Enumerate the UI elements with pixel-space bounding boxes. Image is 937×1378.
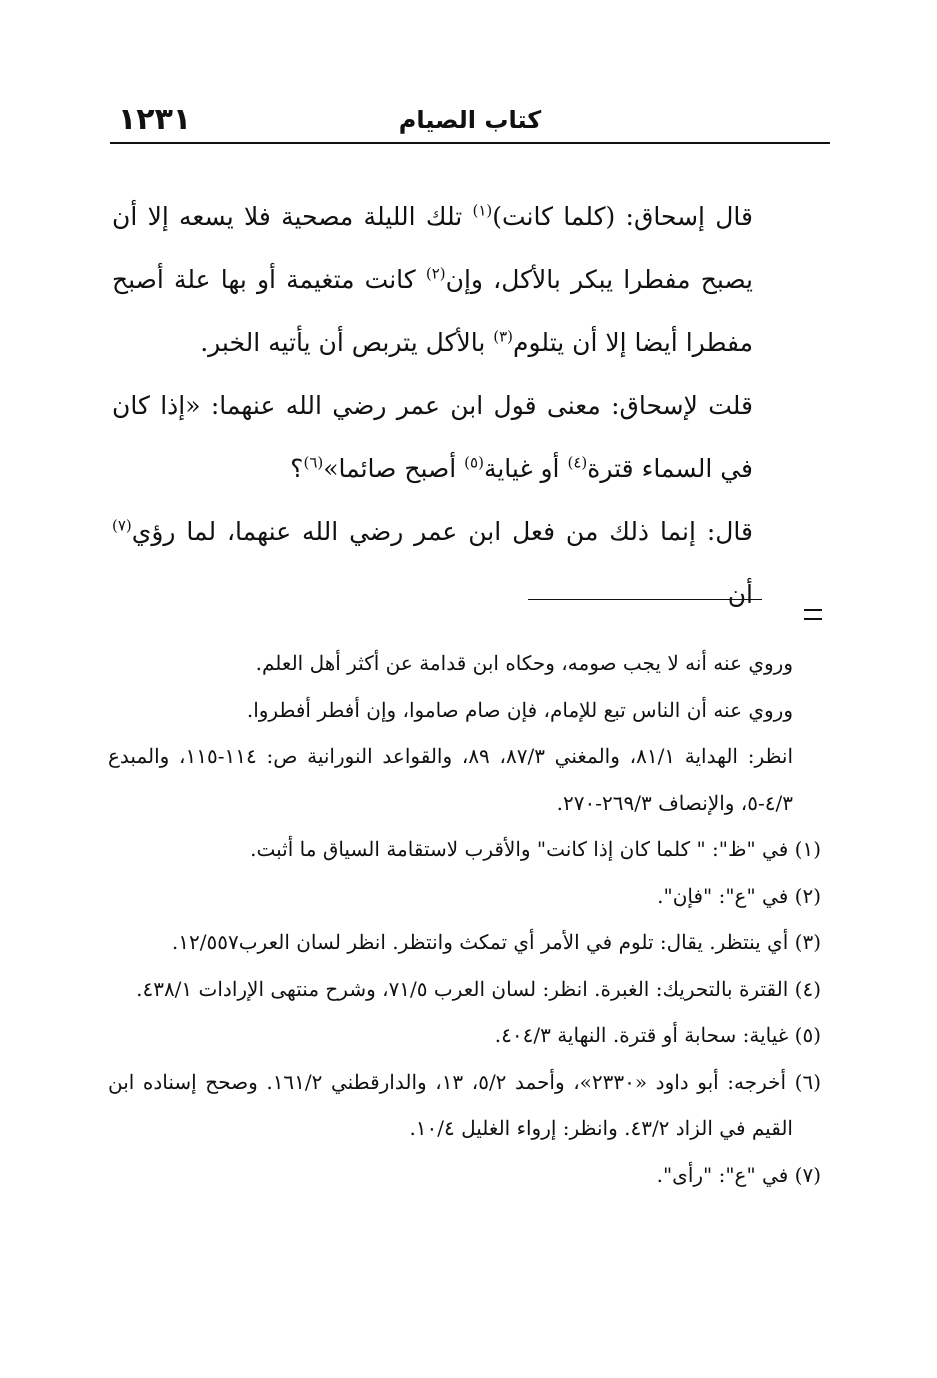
footnote-5: (٥) غياية: سحابة أو قترة. النهاية ٤٠٤/٣. — [494, 1023, 821, 1047]
page-number: ١٢٣١ — [118, 102, 192, 137]
footnote-ref-1: (١) — [472, 201, 493, 220]
text-segment: قلت لإسحاق: معنى قول ابن عمر رضي الله عنهما: «إذا كان في السماء قترة — [112, 391, 753, 483]
text-segment: أو غياية — [483, 454, 568, 483]
paragraph-3 — [112, 500, 753, 626]
footnote-separator — [528, 599, 762, 600]
footnote-2: (٢) في "ع": "فإن". — [657, 883, 821, 908]
footnote-ref-2: (٢) — [425, 264, 446, 283]
text-segment: قال إسحاق: (كلما كانت) — [492, 202, 753, 231]
paragraph-1 — [112, 185, 753, 374]
text-segment: ؟ — [290, 454, 304, 483]
footnote-continuation-mark — [804, 609, 822, 620]
footnote-ref-6: (٦) — [303, 453, 324, 472]
text-segment: تلك الليلة مصحية فلا يسعه إلا أن يصبح مفطرا يبكر بالأكل، وإن — [112, 202, 754, 294]
footnote-3: (٣) أي ينتظر. يقال: تلوم في الأمر أي تمكث وانتظر. انظر لسان العرب١٢/٥٥٧. — [171, 930, 821, 954]
running-title: كتاب الصيام — [398, 106, 542, 134]
footnote-4: (٤) القترة بالتحريك: الغبرة. انظر: لسان العرب ٧١/٥، وشرح منتهى الإرادات ٤٣٨/١. — [136, 976, 821, 1001]
text-segment: أن — [727, 580, 753, 609]
footnote-ref-3: (٣) — [493, 327, 514, 346]
text-segment: بالأكل يتربص أن يأتيه الخبر. — [200, 328, 494, 357]
footnote-continuation-line: انظر: الهداية ٨١/١، والمغني ٨٧/٣، ٨٩، والقواعد النورانية ص: ١١٤-١١٥، والمبدع ٤/٣-٥، والإنصاف ٢٦٩/٣-٢٧٠. — [108, 744, 794, 815]
header-rule — [110, 142, 830, 144]
footnote-6: (٦) أخرجه: أبو داود «٢٣٣٠»، وأحمد ٥/٢، ١٣، والدارقطني ١٦١/٢. وصحح إسناده ابن القيم في الزاد ٤٣/٢. وانظر: إرواء الغليل ١٠/٤. — [108, 1069, 821, 1140]
text-segment: أصبح صائما» — [323, 454, 465, 483]
text-segment: كانت متغيمة أو بها علة أصبح مفطرا أيضا إلا أن يتلوم — [112, 265, 753, 357]
footnotes — [108, 640, 821, 1198]
footnote-continuation-line: وروي عنه أنه لا يجب صومه، وحكاه ابن قدامة عن أكثر أهل العلم. — [255, 651, 793, 675]
text-segment: قال: إنما ذلك من فعل ابن عمر رضي الله عنهما، لما رؤي — [131, 517, 753, 546]
footnote-continuation-line: وروي عنه أن الناس تبع للإمام، فإن صام صاموا، وإن أفطر أفطروا. — [246, 697, 793, 722]
paragraph-2 — [112, 374, 753, 500]
footnote-ref-7: (٧) — [112, 516, 132, 535]
footnote-ref-4: (٤) — [567, 453, 588, 472]
footnote-7: (٧) في "ع": "رأى". — [656, 1162, 821, 1187]
main-text — [112, 185, 753, 626]
footnote-ref-5: (٥) — [464, 453, 484, 472]
page-header — [110, 100, 830, 140]
footnote-1: (١) في "ظ": " كلما كان إذا كانت" والأقرب لاستقامة السياق ما أثبت. — [250, 837, 821, 861]
